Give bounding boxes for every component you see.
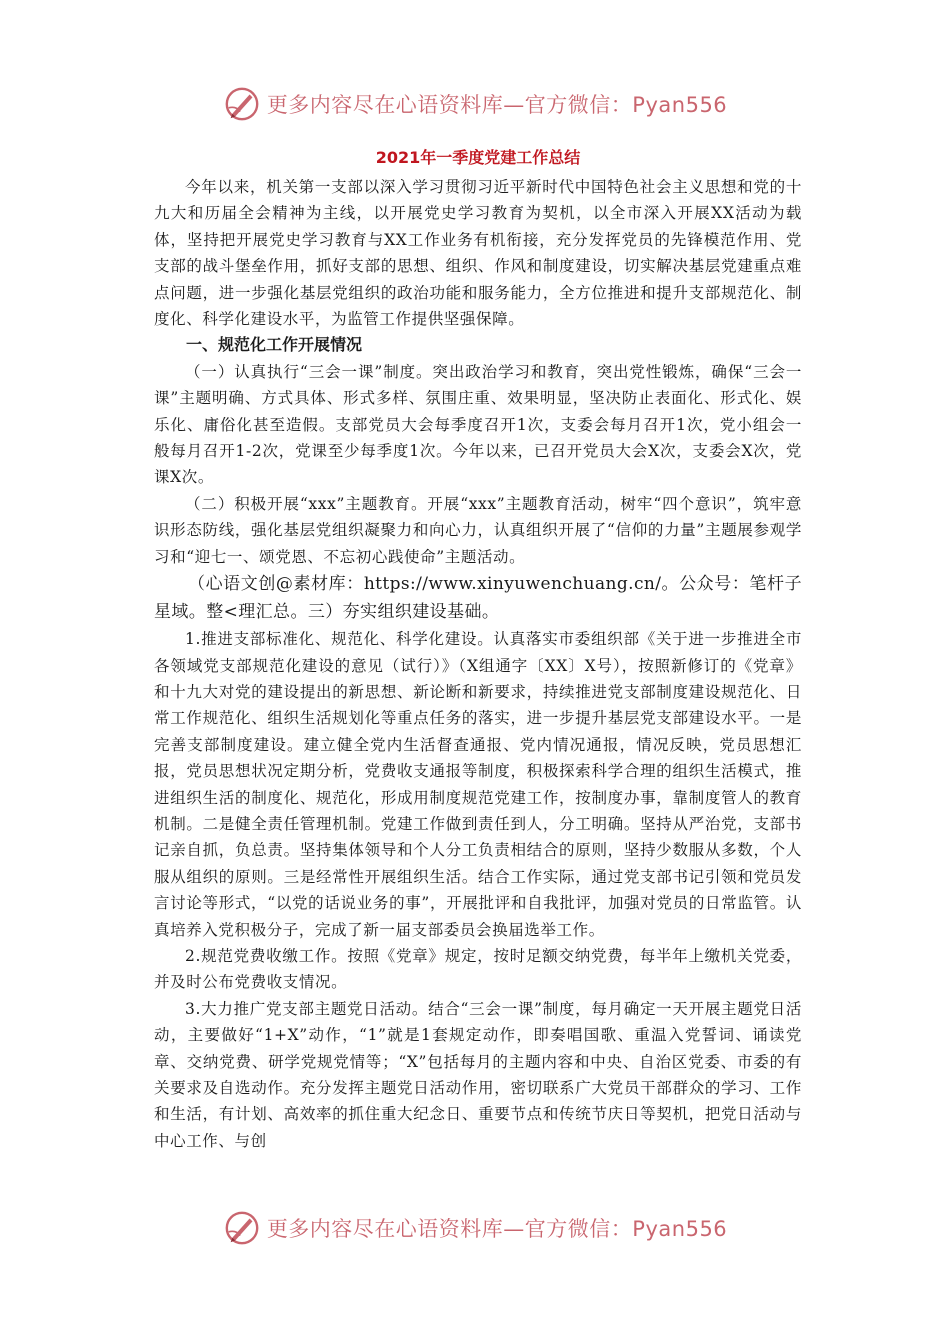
- header-banner: [0, 82, 950, 126]
- intro-paragraph: 今年以来，机关第一支部以深入学习贯彻习近平新时代中国特色社会主义思想和党的十九大和历届全会精神为主线，以开展党史学习教育为契机，以全市深入开展XX活动为载体，坚持把开展党史学习教育与XX工作业务有机衔接，充分发挥党员的先锋模范作用、党支部的战斗堡垒作用，抓好支部的思想、组织、作风和制度建设，切实解决基层党建重点难点问题，进一步强化基层党组织的政治功能和服务能力，全方位推进和提升支部规范化、制度化、科学化建设水平，为监管工作提供坚强保障。: [154, 178, 802, 329]
- paragraph-source-note: （心语文创@素材库：https://www.xinyuwenchuang.cn/。公众号：笔杆子星域。整<理汇总。三）夯实组织建设基础。: [154, 574, 802, 623]
- paragraph-party-dues: 2.规范党费收缴工作。按照《党章》规定，按时足额交纳党费，每半年上缴机关党委，并及时公布党费收支情况。: [154, 946, 802, 992]
- document-title: 2021年一季度党建工作总结: [375, 148, 581, 167]
- banner-text: 更多内容尽在心语资料库—官方微信：Pyan556: [266, 93, 728, 117]
- banner-text: 更多内容尽在心语资料库—官方微信：Pyan556: [266, 1217, 728, 1241]
- document-body: [154, 142, 802, 1154]
- section-heading: 一、规范化工作开展情况: [186, 335, 363, 355]
- paragraph-standardization: 1.推进支部标准化、规范化、科学化建设。认真落实市委组织部《关于进一步推进全市各领域党支部规范化建设的意见（试行）》（X组通字〔XX〕X号），按照新修订的《党章》和十九大对党的建设提出的新思想、新论断和新要求，持续推进党支部制度建设规范化、日常工作规范化、组织生活规划化等重点任务的落实，进一步提升基层党支部建设水平。一是完善支部制度建设。建立健全党内生活督查通报、党内情况通报，情况反映，党员思想汇报，党员思想状况定期分析，党费收支通报等制度，积极探索科学合理的组织生活模式，推进组织生活的制度化、规范化，形成用制度规范党建工作，按制度办事，靠制度管人的教育机制。二是健全责任管理机制。党建工作做到责任到人，分工明确。坚持从严治党，支部书记亲自抓，负总责。坚持集体领导和个人分工负责相结合的原则，坚持少数服从多数，个人服从组织的原则。三是经常性开展组织生活。结合工作实际，通过党支部书记引领和党员发言讨论等形式，“以党的话说业务的事”，开展批评和自我批评，加强对党员的日常监管。认真培养入党积极分子，完成了新一届支部委员会换届选举工作。: [154, 630, 802, 939]
- pen-logo-icon: [223, 1209, 261, 1247]
- paragraph-theme-education: （二）积极开展“xxx”主题教育。开展“xxx”主题教育活动，树牢“四个意识”，筑牢意识形态防线，强化基层党组织凝聚力和向心力，认真组织开展了“信仰的力量”主题展参观学习和“迎七一、颂党恩、不忘初心践使命”主题活动。: [154, 494, 802, 566]
- paragraph-theme-day: 3.大力推广党支部主题党日活动。结合“三会一课”制度，每月确定一天开展主题党日活动，主要做好“1+X”动作，“1”就是1套规定动作，即奏唱国歌、重温入党誓词、诵读党章、交纳党费、研学党规党情等；“X”包括每月的主题内容和中央、自治区党委、市委的有关要求及自选动作。充分发挥主题党日活动作用，密切联系广大党员干部群众的学习、工作和生活，有计划、高效率的抓住重大纪念日、重要节点和传统节庆日等契机，把党日活动与中心工作、与创: [154, 999, 802, 1150]
- pen-logo-icon: [223, 85, 261, 123]
- paragraph-three-meetings: （一）认真执行“三会一课”制度。突出政治学习和教育，突出党性锻炼，确保“三会一课”主题明确、方式具体、形式多样、氛围庄重、效果明显，坚决防止表面化、形式化、娱乐化、庸俗化甚至造假。支部党员大会每季度召开1次，支委会每月召开1次，党小组会一般每月召开1-2次，党课至少每季度1次。今年以来，已召开党员大会X次，支委会X次，党课X次。: [154, 362, 802, 487]
- footer-banner: [0, 1206, 950, 1250]
